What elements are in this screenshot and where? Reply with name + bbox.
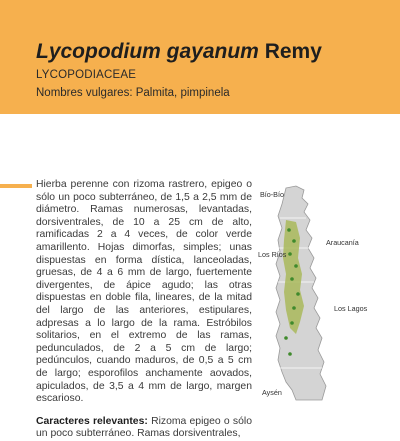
occurrence-point <box>292 239 296 243</box>
common-names: Nombres vulgares: Palmita, pimpinela <box>36 87 230 99</box>
occurrence-point <box>287 228 291 232</box>
section-accent-bar <box>0 184 32 188</box>
distribution-map <box>256 178 400 400</box>
occurrence-point <box>294 264 298 268</box>
relevant-characters-text: Rizoma epigeo o sólo un poco subterráneo. Ramas dorsiventrales, <box>36 415 252 440</box>
occurrence-point <box>290 321 294 325</box>
description-paragraph: Hierba perenne con rizoma rastrero, epigeo o sólo un poco subterráneo, de 1,5 a 2,5 mm de diámetro. Ramas numerosas, levantadas, dorsiventrales, de 10 a 25 cm de alto, ramificadas 2 a 4 veces, de color verde amarillento. Hojas dimorfas, simples; unas dispuestas en forma dística, lanceoladas, gruesas, de 4 a 6 mm de largo, fuertemente divergentes, de ápice agudo; las otras dispuestas en doble fila, lineares, de la mitad del largo de las anteriores, estipulares, adpresas a lo largo de la rama. Estróbilos solitarios, en el extremo de las ramas, pedunculados, de 2 a 5 cm de largo; pedúnculos, cuando maduros, de 0,5 a 5 cm de largo; esporofilos anchamente aovados, apiculados, de 3,5 a 4 mm de largo, margen escarioso. <box>36 179 252 405</box>
species-name: Lycopodium gayanum <box>36 40 259 63</box>
occurrence-point <box>290 277 294 281</box>
region-label-biobio: Bío-Bío <box>260 190 284 199</box>
header-banner <box>0 0 400 114</box>
region-label-araucania: Araucanía <box>326 238 359 247</box>
occurrence-point <box>284 336 288 340</box>
relevant-characters-label: Caracteres relevantes: <box>36 415 148 427</box>
occurrence-point <box>292 306 296 310</box>
region-label-losrios: Los Ríos <box>258 250 287 259</box>
occurrence-point <box>288 252 292 256</box>
relevant-characters-paragraph <box>36 416 252 441</box>
region-label-loslagos: Los Lagos <box>334 304 368 313</box>
species-author: Remy <box>264 40 322 63</box>
occurrence-point <box>288 352 292 356</box>
region-label-aysen: Aysén <box>262 388 282 397</box>
description-column <box>36 179 252 441</box>
species-title <box>36 40 322 64</box>
occurrence-point <box>296 292 300 296</box>
chile-map-graphic <box>256 178 400 400</box>
family-name: LYCOPODIACEAE <box>36 69 137 81</box>
